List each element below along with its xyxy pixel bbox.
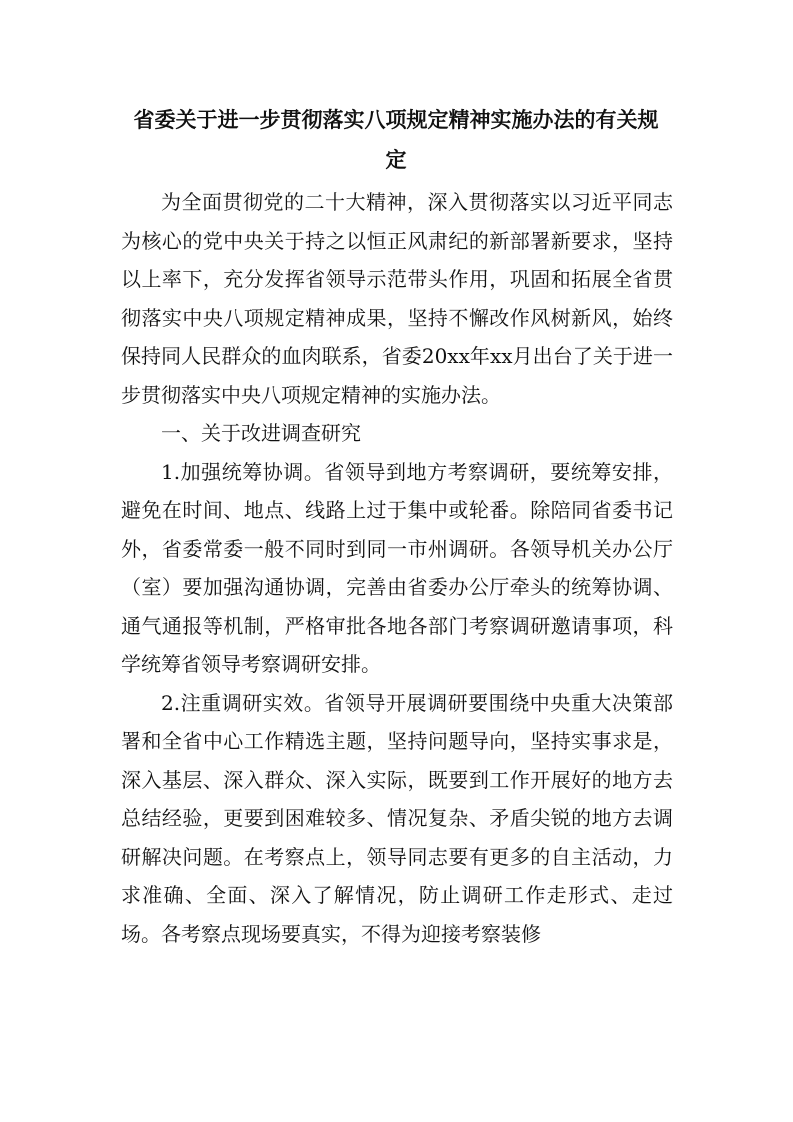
document-title-line-2: 定 — [385, 147, 407, 172]
section-heading: 一、关于改进调查研究 — [161, 421, 361, 445]
document-body — [121, 183, 673, 953]
item-1-paragraph: 1.加强统筹协调。省领导到地方考察调研，要统筹安排，避免在时间、地点、线路上过于集中或轮番。除陪同省委书记外，省委常委一般不同时到同一市州调研。各领导机关办公厅（室）要加强沟通协调，完善由省委办公厅牵头的统筹协调、通气通报等机制，严格审批各地各部门考察调研邀请事项，科学统筹省领导考察调研安排。 — [121, 459, 673, 676]
intro-paragraph: 为全面贯彻党的二十大精神，深入贯彻落实以习近平同志为核心的党中央关于持之以恒正风肃纪的新部署新要求，坚持以上率下，充分发挥省领导示范带头作用，巩固和拓展全省贯彻落实中央八项规定精神成果，坚持不懈改作风树新风，始终保持同人民群众的血肉联系，省委20xx年xx月出台了关于进一步贯彻落实中央八项规定精神的实施办法。 — [121, 190, 673, 407]
document-title-line-1: 省委关于进一步贯彻落实八项规定精神实施办法的有关规 — [133, 107, 659, 132]
item-2-paragraph: 2.注重调研实效。省领导开展调研要围绕中央重大决策部署和全省中心工作精选主题，坚持问题导向，坚持实事求是，深入基层、深入群众、深入实际，既要到工作开展好的地方去总结经验，更要到困难较多、情况复杂、矛盾尖锐的地方去调研解决问题。在考察点上，领导同志要有更多的自主活动，力求准确、全面、深入了解情况，防止调研工作走形式、走过场。各考察点现场要真实，不得为迎接考察装修 — [121, 690, 673, 946]
